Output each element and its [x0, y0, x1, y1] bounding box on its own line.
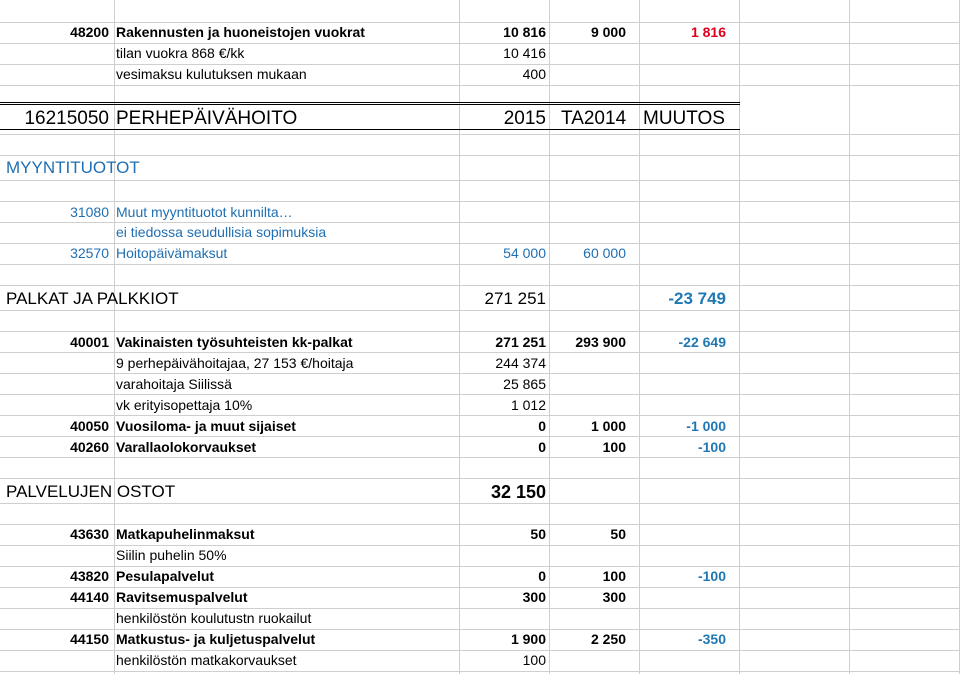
value-2015: 1 900 — [510, 631, 546, 647]
section-title: PALVELUJEN OSTOT — [6, 482, 176, 501]
grid-line — [0, 373, 960, 374]
section-total-change: -23 749 — [668, 289, 726, 308]
unit-code: 16215050 — [24, 108, 109, 129]
grid-line — [0, 394, 960, 395]
grid-line — [0, 155, 960, 156]
grid-line — [0, 608, 960, 609]
value-change: 1 816 — [690, 24, 726, 40]
value-change: -100 — [697, 439, 726, 455]
value-ta2014: 1 000 — [590, 418, 626, 434]
value-2015: 0 — [538, 439, 546, 455]
account-label: Ravitsemuspalvelut — [116, 589, 248, 605]
account-label: Vakinaisten työsuhteisten kk-palkat — [116, 334, 353, 350]
account-code: 44150 — [70, 631, 109, 647]
account-code: 43630 — [70, 526, 109, 542]
grid-line — [0, 180, 960, 181]
grid-line — [0, 43, 960, 44]
grid-line — [0, 134, 960, 135]
grid-line — [0, 222, 960, 223]
grid-line — [0, 352, 960, 353]
grid-line — [0, 436, 960, 437]
grid-line — [0, 545, 960, 546]
value-2015: 10 416 — [503, 45, 546, 61]
grid-line — [0, 22, 960, 23]
value-2015: 300 — [522, 589, 546, 605]
detail-label: Siilin puhelin 50% — [116, 547, 227, 563]
value-ta2014: 100 — [602, 439, 626, 455]
grid-line — [0, 264, 960, 265]
detail-label: 9 perhepäivähoitajaa, 27 153 €/hoitaja — [116, 355, 354, 371]
value-ta2014: 50 — [610, 526, 626, 542]
grid-line — [0, 64, 960, 65]
column-header-2015: 2015 — [503, 108, 546, 129]
value-2015: 0 — [538, 568, 546, 584]
value-2015: 244 374 — [495, 355, 546, 371]
account-label: Pesulapalvelut — [116, 568, 215, 584]
grid-line — [0, 415, 960, 416]
detail-label: ei tiedossa seudullisia sopimuksia — [116, 224, 327, 240]
value-ta2014: 100 — [602, 568, 626, 584]
grid-line — [0, 671, 960, 672]
grid-line — [0, 243, 960, 244]
grid-line — [849, 0, 850, 674]
account-code: 32570 — [70, 245, 109, 261]
detail-label: vk erityisopettaja 10% — [116, 397, 253, 413]
header-top-rule — [0, 102, 740, 103]
account-code: 40260 — [70, 439, 109, 455]
value-change: -22 649 — [678, 334, 726, 350]
account-label: Rakennusten ja huoneistojen vuokrat — [116, 24, 365, 40]
grid-line — [0, 331, 960, 332]
detail-label: varahoitaja Siilissä — [116, 376, 232, 392]
header-bottom-rule — [0, 129, 740, 130]
value-2015: 25 865 — [503, 376, 546, 392]
value-ta2014: 293 900 — [575, 334, 626, 350]
section-title: PALKAT JA PALKKIOT — [6, 289, 179, 308]
value-ta2014: 9 000 — [590, 24, 626, 40]
value-2015: 1 012 — [510, 397, 546, 413]
value-2015: 271 251 — [495, 334, 546, 350]
grid-line — [0, 457, 960, 458]
grid-line — [0, 310, 960, 311]
grid-line — [0, 566, 960, 567]
column-header-change: MUUTOS — [643, 108, 725, 129]
detail-label: henkilöstön matkakorvaukset — [116, 652, 297, 668]
account-label: Matkustus- ja kuljetuspalvelut — [116, 631, 316, 647]
value-change: -350 — [697, 631, 726, 647]
account-code: 48200 — [70, 24, 109, 40]
grid-line — [0, 85, 960, 86]
account-code: 44140 — [70, 589, 109, 605]
account-label: Matkapuhelinmaksut — [116, 526, 255, 542]
grid-line — [0, 650, 960, 651]
grid-line — [0, 201, 960, 202]
account-label: Muut myyntituotot kunnilta… — [116, 204, 293, 220]
value-change: -100 — [697, 568, 726, 584]
section-total-2015: 271 251 — [484, 289, 546, 308]
grid-line — [0, 503, 960, 504]
detail-label: henkilöstön koulutustn ruokailut — [116, 610, 312, 626]
value-ta2014: 60 000 — [583, 245, 626, 261]
grid-line — [0, 478, 960, 479]
value-ta2014: 2 250 — [590, 631, 626, 647]
header-top-rule — [0, 104, 740, 105]
grid-line — [0, 587, 960, 588]
account-code: 40001 — [70, 334, 109, 350]
section-total-2015: 32 150 — [490, 482, 546, 502]
value-ta2014: 300 — [602, 589, 626, 605]
detail-label: tilan vuokra 868 €/kk — [116, 45, 245, 61]
account-label: Varallaolokorvaukset — [116, 439, 257, 455]
value-2015: 10 816 — [503, 24, 546, 40]
value-2015: 50 — [530, 526, 546, 542]
grid-line — [0, 285, 960, 286]
detail-label: vesimaksu kulutuksen mukaan — [116, 66, 307, 82]
grid-line — [0, 629, 960, 630]
unit-title: PERHEPÄIVÄHOITO — [116, 108, 298, 129]
value-change: -1 000 — [686, 418, 726, 434]
column-header-ta2014: TA2014 — [561, 108, 627, 129]
account-label: Vuosiloma- ja muut sijaiset — [116, 418, 296, 434]
account-code: 31080 — [70, 204, 109, 220]
value-2015: 400 — [522, 66, 546, 82]
account-code: 40050 — [70, 418, 109, 434]
value-2015: 54 000 — [503, 245, 546, 261]
account-label: Hoitopäivämaksut — [116, 245, 228, 261]
value-2015: 100 — [522, 652, 546, 668]
section-title: MYYNTITUOTOT — [6, 158, 140, 177]
value-2015: 0 — [538, 418, 546, 434]
account-code: 43820 — [70, 568, 109, 584]
grid-line — [0, 524, 960, 525]
